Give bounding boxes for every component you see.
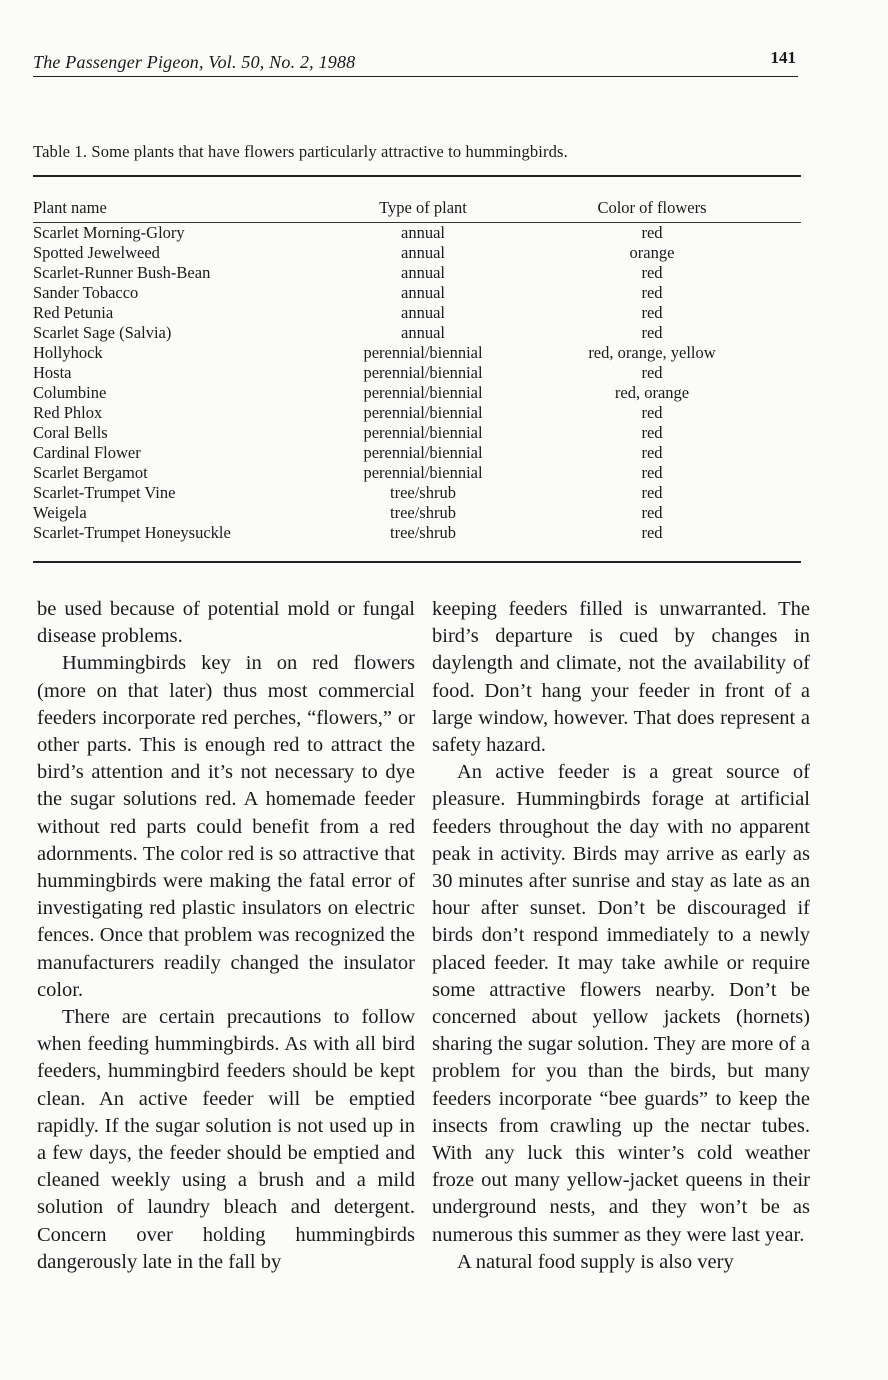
plant-name-cell: Hollyhock [33, 343, 103, 362]
paragraph: be used because of potential mold or fungal disease problems. [37, 598, 415, 648]
table-row [33, 523, 801, 543]
paragraph: Hummingbirds key in on red flowers (more on that later) thus most commercial feeders incorporate red perches, “flowers,” or other parts. This is enough red to attract the bird’s attention and it’s not necessary to dye the sugar solutions red. A homemade feeder without red parts could benefit from a red adornments. The color red is so attractive that hummingbirds were making the fatal error of investigating red plastic insulators on electric fences. Once that problem was recognized the manufacturers readily changed the insulator color. [37, 652, 415, 1001]
flower-color-cell: red [641, 523, 663, 542]
table-row [33, 343, 801, 363]
table-header-row [33, 198, 801, 223]
flower-color-cell: red, orange [614, 383, 690, 402]
table-header-rule [33, 222, 801, 223]
plant-name-cell: Sander Tobacco [33, 283, 139, 302]
flower-color-cell: red [641, 403, 663, 422]
plant-type-cell: annual [401, 223, 445, 242]
plant-type-cell: perennial/biennial [363, 423, 483, 442]
flower-color-cell: orange [629, 243, 675, 262]
plant-type-cell: perennial/biennial [363, 443, 483, 462]
table-row [33, 303, 801, 323]
table-row [33, 223, 801, 243]
table-row [33, 443, 801, 463]
table-row [33, 263, 801, 283]
journal-citation: The Passenger Pigeon, Vol. 50, No. 2, 1988 [33, 52, 356, 72]
plant-name-cell: Coral Bells [33, 423, 108, 442]
left-text-column [37, 596, 415, 1276]
table-bottom-rule [33, 561, 801, 563]
paragraph: There are certain precautions to follow when feeding hummingbirds. As with all bird feeders, hummingbird feeders should be kept clean. An active feeder will be emptied rapidly. If the sugar solution is not used up in a few days, the feeder should be emptied and cleaned weekly using a brush and a mild solution of laundry bleach and detergent. Concern over holding hummingbirds dangerously late in the fall by [37, 1006, 415, 1273]
running-header [33, 48, 798, 77]
flower-color-cell: red [641, 363, 663, 382]
table-row [33, 383, 801, 403]
plant-name-cell: Hosta [33, 363, 72, 382]
table-row [33, 503, 801, 523]
flower-color-cell: red, orange, yellow [588, 343, 716, 362]
table-row [33, 483, 801, 503]
flower-color-cell: red [641, 423, 663, 442]
plant-type-cell: tree/shrub [390, 523, 456, 542]
table-row [33, 363, 801, 383]
right-text-column [432, 596, 810, 1276]
plant-type-cell: perennial/biennial [363, 383, 483, 402]
plant-name-cell: Spotted Jewelweed [33, 243, 160, 262]
table-caption: Table 1. Some plants that have flowers particularly attractive to hummingbirds. [33, 142, 568, 161]
paragraph: A natural food supply is also very [457, 1250, 734, 1273]
table-row [33, 403, 801, 423]
plant-name-cell: Scarlet Sage (Salvia) [33, 323, 172, 342]
plant-type-cell: annual [401, 263, 445, 282]
plant-type-cell: tree/shrub [390, 483, 456, 502]
paragraph: keeping feeders filled is unwarranted. The bird’s departure is cued by changes in daylength and climate, not the availability of food. Don’t hang your feeder in front of a large window, however. That does represent a safety hazard. [432, 598, 810, 757]
plant-type-cell: perennial/biennial [363, 363, 483, 382]
plant-type-cell: perennial/biennial [363, 403, 483, 422]
plant-name-cell: Weigela [33, 503, 87, 522]
flower-color-cell: red [641, 483, 663, 502]
plant-type-cell: perennial/biennial [363, 343, 483, 362]
column-header-type: Type of plant [379, 198, 467, 217]
flower-color-cell: red [641, 323, 663, 342]
plant-name-cell: Red Petunia [33, 303, 114, 322]
table-row [33, 423, 801, 443]
plant-name-cell: Scarlet Bergamot [33, 463, 148, 482]
table-row [33, 283, 801, 303]
column-header-plant-name: Plant name [33, 198, 107, 217]
plant-type-cell: annual [401, 243, 445, 262]
flower-color-cell: red [641, 263, 663, 282]
plant-name-cell: Columbine [33, 383, 107, 402]
plant-name-cell: Cardinal Flower [33, 443, 141, 462]
plant-name-cell: Red Phlox [33, 403, 103, 422]
plant-type-cell: annual [401, 283, 445, 302]
table-top-rule [33, 175, 801, 177]
page-number: 141 [770, 48, 796, 67]
plants-table [33, 198, 801, 543]
table-row [33, 243, 801, 263]
plant-name-cell: Scarlet Morning-Glory [33, 223, 185, 242]
plant-type-cell: annual [401, 303, 445, 322]
plant-name-cell: Scarlet-Trumpet Honeysuckle [33, 523, 231, 542]
plant-type-cell: tree/shrub [390, 503, 456, 522]
plant-name-cell: Scarlet-Trumpet Vine [33, 483, 176, 502]
plant-type-cell: annual [401, 323, 445, 342]
flower-color-cell: red [641, 283, 663, 302]
table-row [33, 323, 801, 343]
plant-name-cell: Scarlet-Runner Bush-Bean [33, 263, 211, 282]
table-row [33, 463, 801, 483]
flower-color-cell: red [641, 303, 663, 322]
flower-color-cell: red [641, 463, 663, 482]
flower-color-cell: red [641, 503, 663, 522]
paragraph: An active feeder is a great source of pleasure. Hummingbirds forage at artificial feeders throughout the day with no apparent peak in activity. Birds may arrive as early as 30 minutes after sunrise and stay as late as an hour after sunset. Don’t be discouraged if birds don’t respond immediately to a newly placed feeder. It may take awhile or require some attractive flowers nearby. Don’t be concerned about yellow jackets (hornets) sharing the sugar solution. They are more of a problem for you than the birds, but many feeders incorporate “bee guards” to keep the insects from crawling up the nectar tubes. With any luck this winter’s cold weather froze out many yellow-jacket queens in their underground nests, and they won’t be as numerous this summer as they were last year. [432, 761, 810, 1246]
plant-type-cell: perennial/biennial [363, 463, 483, 482]
flower-color-cell: red [641, 223, 663, 242]
column-header-color: Color of flowers [597, 198, 707, 217]
flower-color-cell: red [641, 443, 663, 462]
